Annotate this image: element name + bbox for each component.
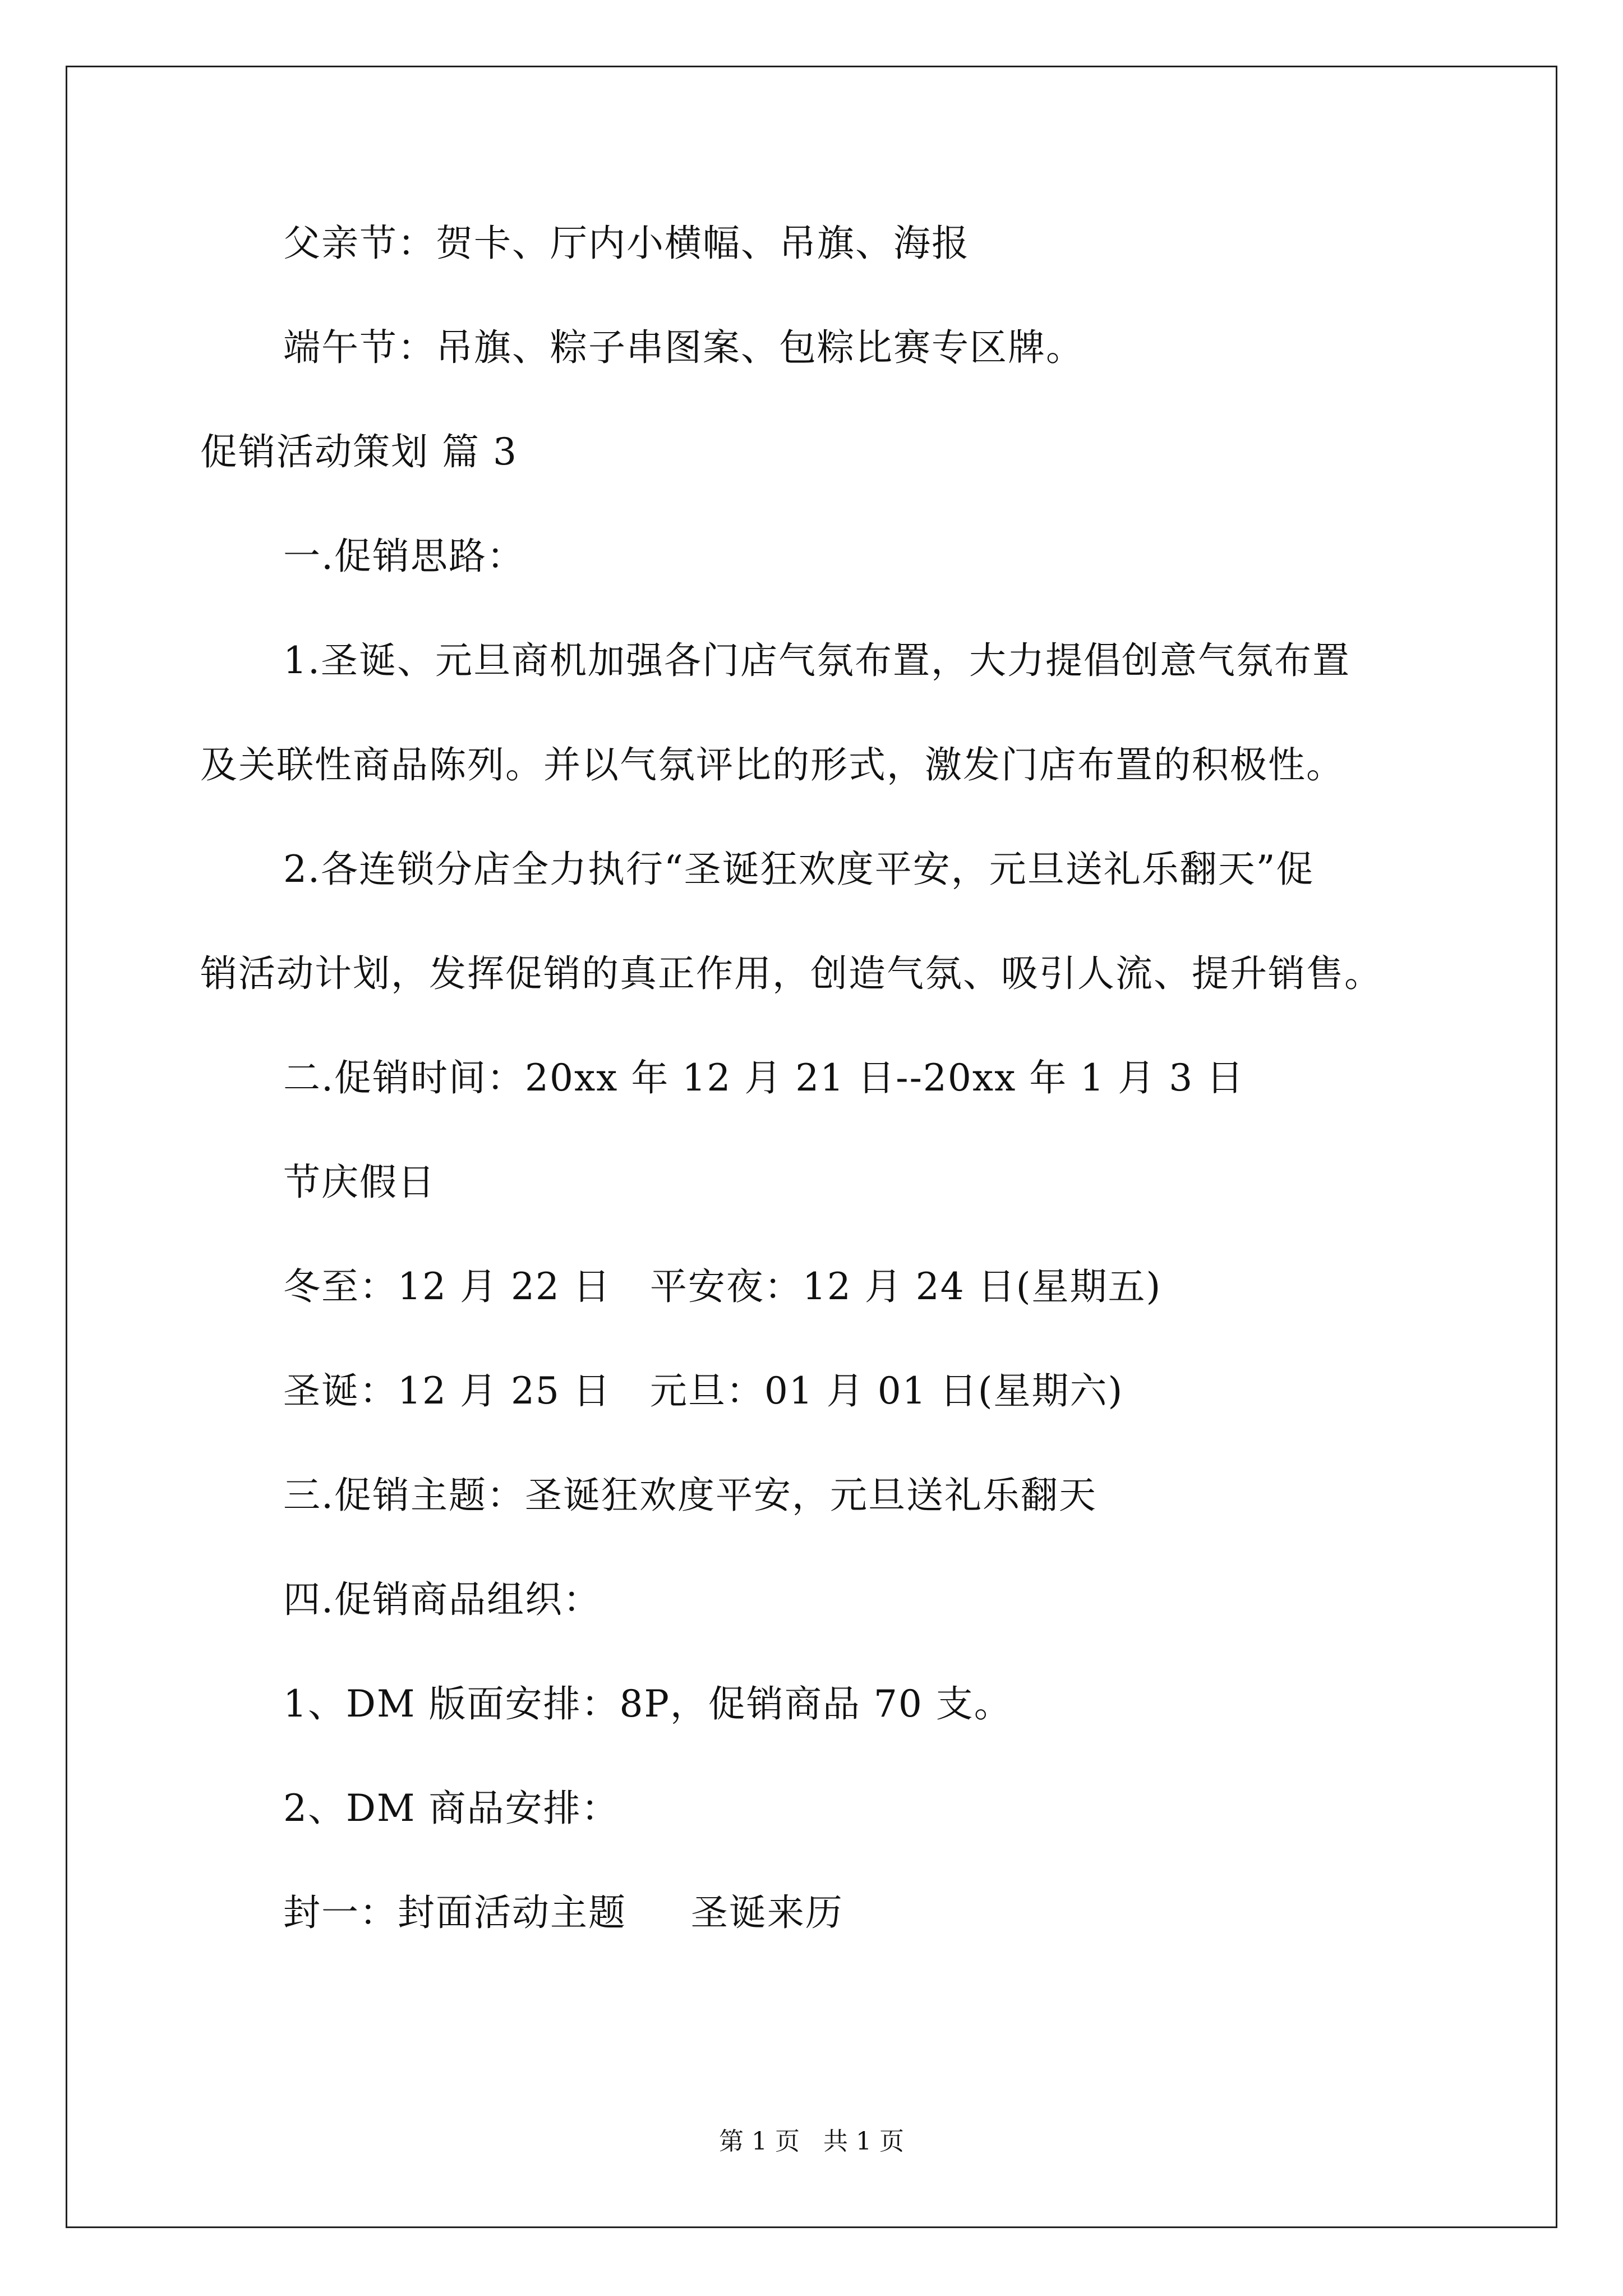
paragraph-1-line-1: 1.圣诞、元旦商机加强各门店气氛布置，大力提倡创意气氛布置	[283, 639, 1350, 682]
heading-promo-goods: 四.促销商品组织：	[283, 1578, 601, 1621]
heading-promo-theme: 三.促销主题：圣诞狂欢度平安，元旦送礼乐翻天	[283, 1474, 1097, 1517]
text-line-dm-goods: 2、DM 商品安排：	[283, 1787, 620, 1830]
heading-promo-idea: 一.促销思路：	[283, 535, 525, 578]
page-footer: 第 1 页 共 1 页	[719, 2127, 904, 2156]
text-line-christmas: 圣诞：12 月 25 日 元旦：01 月 01 日(星期六)	[283, 1369, 1124, 1412]
paragraph-1-line-2: 及关联性商品陈列。并以气氛评比的形式，激发门店布置的积极性。	[200, 743, 1344, 786]
text-line-holidays: 节庆假日	[283, 1161, 436, 1204]
heading-promo-time: 二.促销时间：20xx 年 12 月 21 日--20xx 年 1 月 3 日	[283, 1056, 1245, 1099]
text-line-fathers-day: 父亲节：贺卡、厅内小横幅、吊旗、海报	[283, 222, 970, 265]
section-heading-part3: 促销活动策划 篇 3	[200, 430, 518, 473]
text-line-dragon-boat: 端午节：吊旗、粽子串图案、包粽比赛专区牌。	[283, 326, 1084, 369]
text-line-dm-layout: 1、DM 版面安排：8P，促销商品 70 支。	[283, 1682, 1012, 1726]
text-line-cover: 封一：封面活动主题 圣诞来历	[283, 1891, 843, 1934]
paragraph-2-line-2: 销活动计划，发挥促销的真正作用，创造气氛、吸引人流、提升销售。	[200, 952, 1382, 995]
paragraph-2-line-1: 2.各连锁分店全力执行“圣诞狂欢度平安，元旦送礼乐翻天”促	[283, 848, 1315, 891]
text-line-winter-solstice: 冬至：12 月 22 日 平安夜：12 月 24 日(星期五)	[283, 1265, 1162, 1308]
